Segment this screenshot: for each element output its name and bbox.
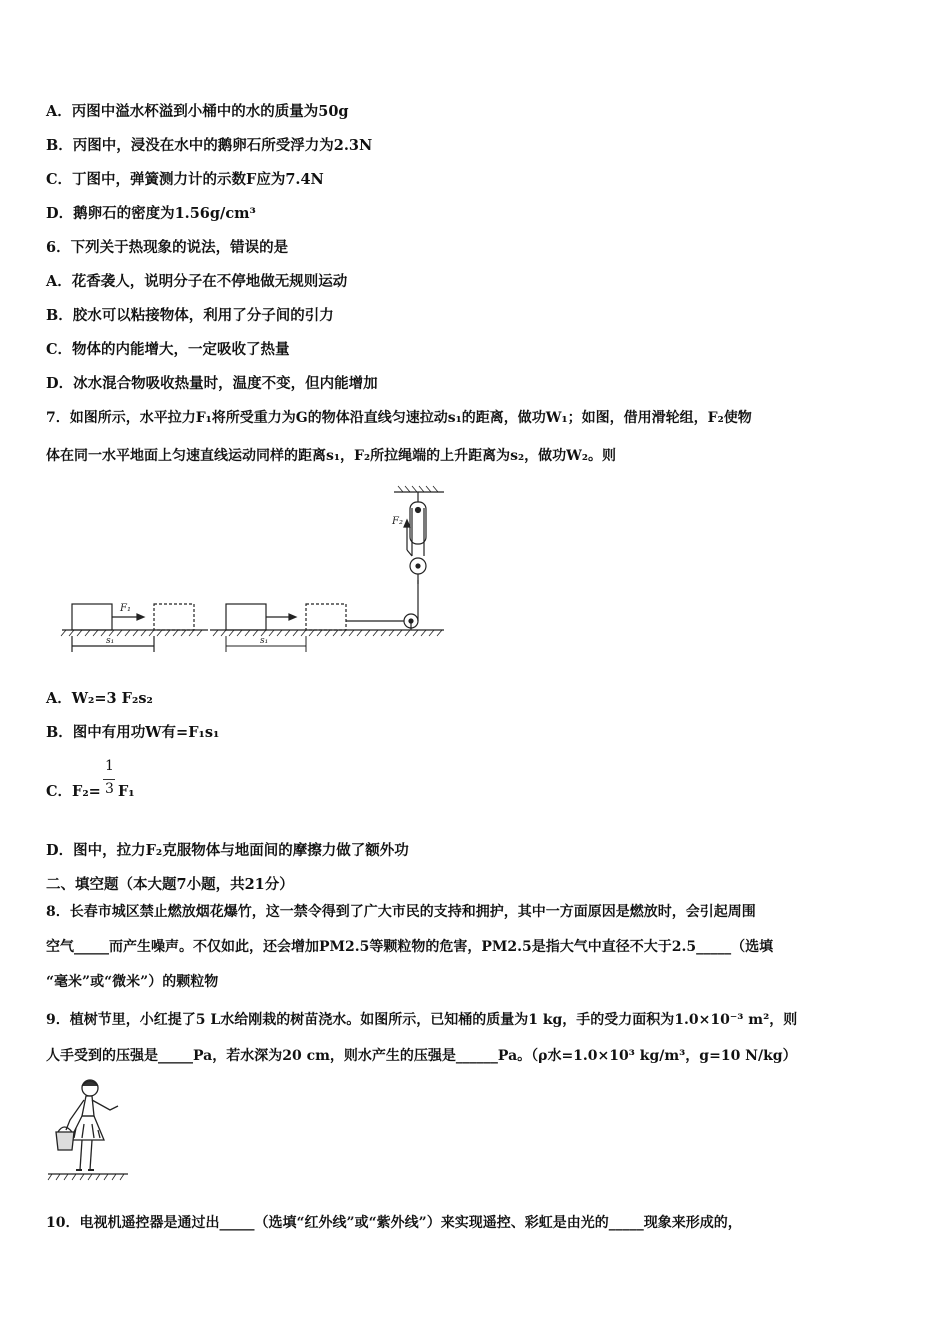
f1-label: F₁ [120, 603, 131, 614]
right-block-moved [306, 604, 346, 630]
q7-pulley-figure [58, 480, 450, 660]
q6-option-b: B．胶水可以粘接物体，利用了分子间的引力 [46, 307, 334, 324]
right-ground-hatch [213, 630, 442, 636]
girl-leg-left [80, 1140, 82, 1170]
q5-option-a: A．丙图中溢水杯溢到小桶中的水的质量为50g [46, 103, 349, 120]
q6-stem: 6．下列关于热现象的说法，错误的是 [46, 239, 289, 256]
left-s1-label: s₁ [106, 636, 115, 646]
girl-leg-right [90, 1140, 92, 1170]
right-block [226, 604, 266, 630]
q6-option-d: D．冰水混合物吸收热量时，温度不变，但内能增加 [46, 375, 378, 392]
right-s1-label: s₁ [260, 636, 269, 646]
girl-arm-raised [92, 1100, 118, 1110]
girl-arm-bucket [66, 1100, 84, 1130]
q6-option-c: C．物体的内能增大，一定吸收了热量 [46, 341, 290, 358]
q7-option-d: D．图中，拉力F₂克服物体与地面间的摩擦力做了额外功 [46, 842, 409, 859]
left-ground-hatch [61, 630, 202, 636]
q7-option-a: A．W₂=3 F₂s₂ [46, 690, 153, 707]
q9-line1: 9．植树节里，小红提了5 L水给刚栽的树苗浇水。如图所示，已知桶的质量为1 kg，手的受力面积为1.0×10⁻³ m²，则 [46, 1012, 798, 1028]
q7-left-diagram [61, 604, 208, 652]
q5-option-b: B．丙图中，浸没在水中的鹅卵石所受浮力为2.3N [46, 137, 373, 154]
q7-option-c-denominator: 3 [105, 781, 114, 797]
q7-option-b: B．图中有用功W有=F₁s₁ [46, 724, 220, 741]
bucket [56, 1132, 74, 1150]
left-block [72, 604, 112, 630]
q7-stem-line2: 体在同一水平地面上匀速直线运动同样的距离s₁，F₂所拉绳端的上升距离为s₂，做功W₂。则 [46, 448, 616, 464]
q7-option-c-numerator: 1 [105, 758, 114, 774]
q10-line1: 10．电视机遥控器是通过出_____（选填“红外线”或“紫外线”）来实现遥控、彩虹是由光的_____现象来形成的， [46, 1215, 742, 1231]
q8-line1: 8．长春市城区禁止燃放烟花爆竹，这一禁令得到了广大市民的支持和拥护，其中一方面原因是燃放时，会引起周围 [46, 904, 756, 920]
f2-label: F₂ [392, 516, 403, 527]
q8-line2: 空气_____而产生噪声。不仅如此，还会增加PM2.5等颗粒物的危害，PM2.5是指大气中直径不大于2.5_____（选填 [46, 939, 774, 955]
section-heading: 二、填空题（本大题7小题，共21分） [46, 876, 294, 893]
q5-option-d: D．鹅卵石的密度为1.56g/cm³ [46, 205, 256, 222]
left-block-moved [154, 604, 194, 630]
q9-girl-bucket-figure [46, 1076, 130, 1186]
q5-option-c: C．丁图中，弹簧测力计的示数F应为7.4N [46, 171, 324, 188]
q9-line2: 人手受到的压强是_____Pa，若水深为20 cm，则水产生的压强是______Pa。（ρ水=1.0×10³ kg/m³，g=10 N/kg） [46, 1048, 797, 1064]
bucket-handle [58, 1127, 72, 1132]
f2-arrowhead [404, 520, 410, 527]
q7-right-diagram [210, 486, 444, 636]
q7-option-c-suffix: F₁ [118, 783, 135, 800]
fraction-bar [103, 779, 115, 780]
girl-torso [82, 1096, 94, 1116]
girl-skirt [70, 1116, 104, 1140]
f1-arrowhead [137, 614, 144, 620]
right-pull-arrowhead [289, 614, 296, 620]
q7-option-c-prefix: C．F₂= [46, 783, 101, 800]
q6-option-a: A．花香袭人，说明分子在不停地做无规则运动 [46, 273, 348, 290]
ceiling-hatch [398, 486, 438, 492]
q8-line3: “毫米”或“微米”）的颗粒物 [46, 974, 219, 990]
q7-stem-line1: 7．如图所示，水平拉力F₁将所受重力为G的物体沿直线匀速拉动s₁的距离，做功W₁；如图，借用滑轮组，F₂使物 [46, 410, 752, 426]
